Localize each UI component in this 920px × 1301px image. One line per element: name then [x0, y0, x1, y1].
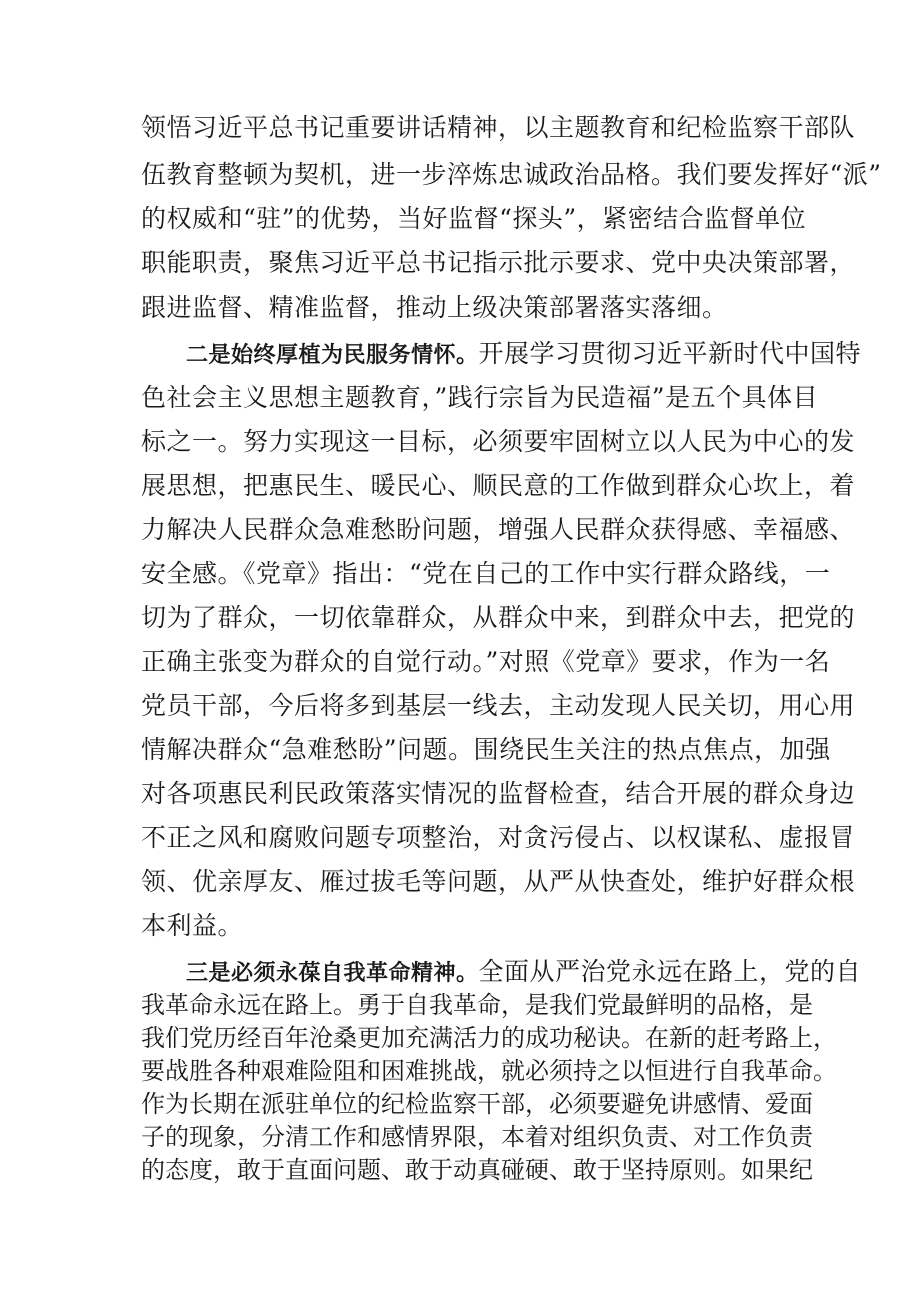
paragraph-line: 领悟习近平总书记重要讲话精神，以主题教育和纪检监察干部队	[141, 113, 856, 142]
paragraph-text: 开展学习贯彻习近平新时代中国特	[478, 339, 862, 368]
paragraph-text: 全面从严治党永远在路上，党的自	[478, 957, 862, 986]
paragraph-line: 力解决人民群众急难愁盼问题，增强人民群众获得感、幸福感、	[141, 515, 856, 544]
paragraph-line: 展思想，把惠民生、暖民心、顺民意的工作做到群众心坎上，着	[141, 471, 856, 500]
paragraph-line: 我革命永远在路上。勇于自我革命，是我们党最鲜明的品格，是	[141, 991, 813, 1019]
paragraph-line: 情解决群众“急难愁盼”问题。围绕民生关注的热点焦点，加强	[141, 735, 831, 764]
paragraph-line: 色社会主义思想主题教育，”践行宗旨为民造福”是五个具体目	[141, 383, 819, 412]
paragraph-line: 领、优亲厚友、雁过拔毛等问题，从严从快查处，维护好群众根	[141, 867, 856, 896]
paragraph-line: 要战胜各种艰难险阻和困难挑战，就必须持之以恒进行自我革命。	[141, 1057, 837, 1085]
paragraph-line: 正确主张变为群众的自觉行动。”对照《党章》要求，作为一名	[141, 647, 831, 676]
paragraph-line: 我们党历经百年沧桑更加充满活力的成功秘诀。在新的赶考路上，	[141, 1024, 837, 1052]
paragraph-line: 切为了群众，一切依靠群众，从群众中来，到群众中去，把党的	[141, 603, 856, 632]
paragraph-line: 子的现象，分清工作和感情界限，本着对组织负责、对工作负责	[141, 1123, 813, 1151]
paragraph-line: 的权威和“驻”的优势，当好监督“探头”，紧密结合监督单位	[141, 204, 807, 233]
paragraph-first-line	[186, 334, 862, 374]
paragraph-line: 的态度，敢于直面问题、敢于动真碰硬、敢于坚持原则。如果纪	[141, 1156, 813, 1184]
paragraph-line: 安全感。《党章》指出：“党在自己的工作中实行群众路线，一	[141, 559, 831, 588]
paragraph-heading: 二是始终厚植为民服务情怀。	[186, 343, 479, 368]
paragraph-line: 本利益。	[141, 911, 244, 940]
paragraph-line: 作为长期在派驻单位的纪检监察干部，必须要避免讲感情、爱面	[141, 1090, 813, 1118]
paragraph-line: 跟进监督、精准监督，推动上级决策部署落实落细。	[141, 293, 728, 322]
paragraph-line: 对各项惠民利民政策落实情况的监督检查，结合开展的群众身边	[141, 779, 856, 808]
paragraph-line: 职能职责，聚焦习近平总书记指示批示要求、党中央决策部署，	[141, 248, 856, 277]
paragraph-heading: 三是必须永葆自我革命精神。	[186, 961, 479, 986]
paragraph-line: 党员干部，今后将多到基层一线去，主动发现人民关切，用心用	[141, 691, 856, 720]
paragraph-line: 不正之风和腐败问题专项整治，对贪污侵占、以权谋私、虚报冒	[141, 823, 856, 852]
paragraph-line: 标之一。努力实现这一目标，必须要牢固树立以人民为中心的发	[141, 427, 856, 456]
paragraph-line: 伍教育整顿为契机，进一步淬炼忠诚政治品格。我们要发挥好“派”	[141, 160, 882, 189]
